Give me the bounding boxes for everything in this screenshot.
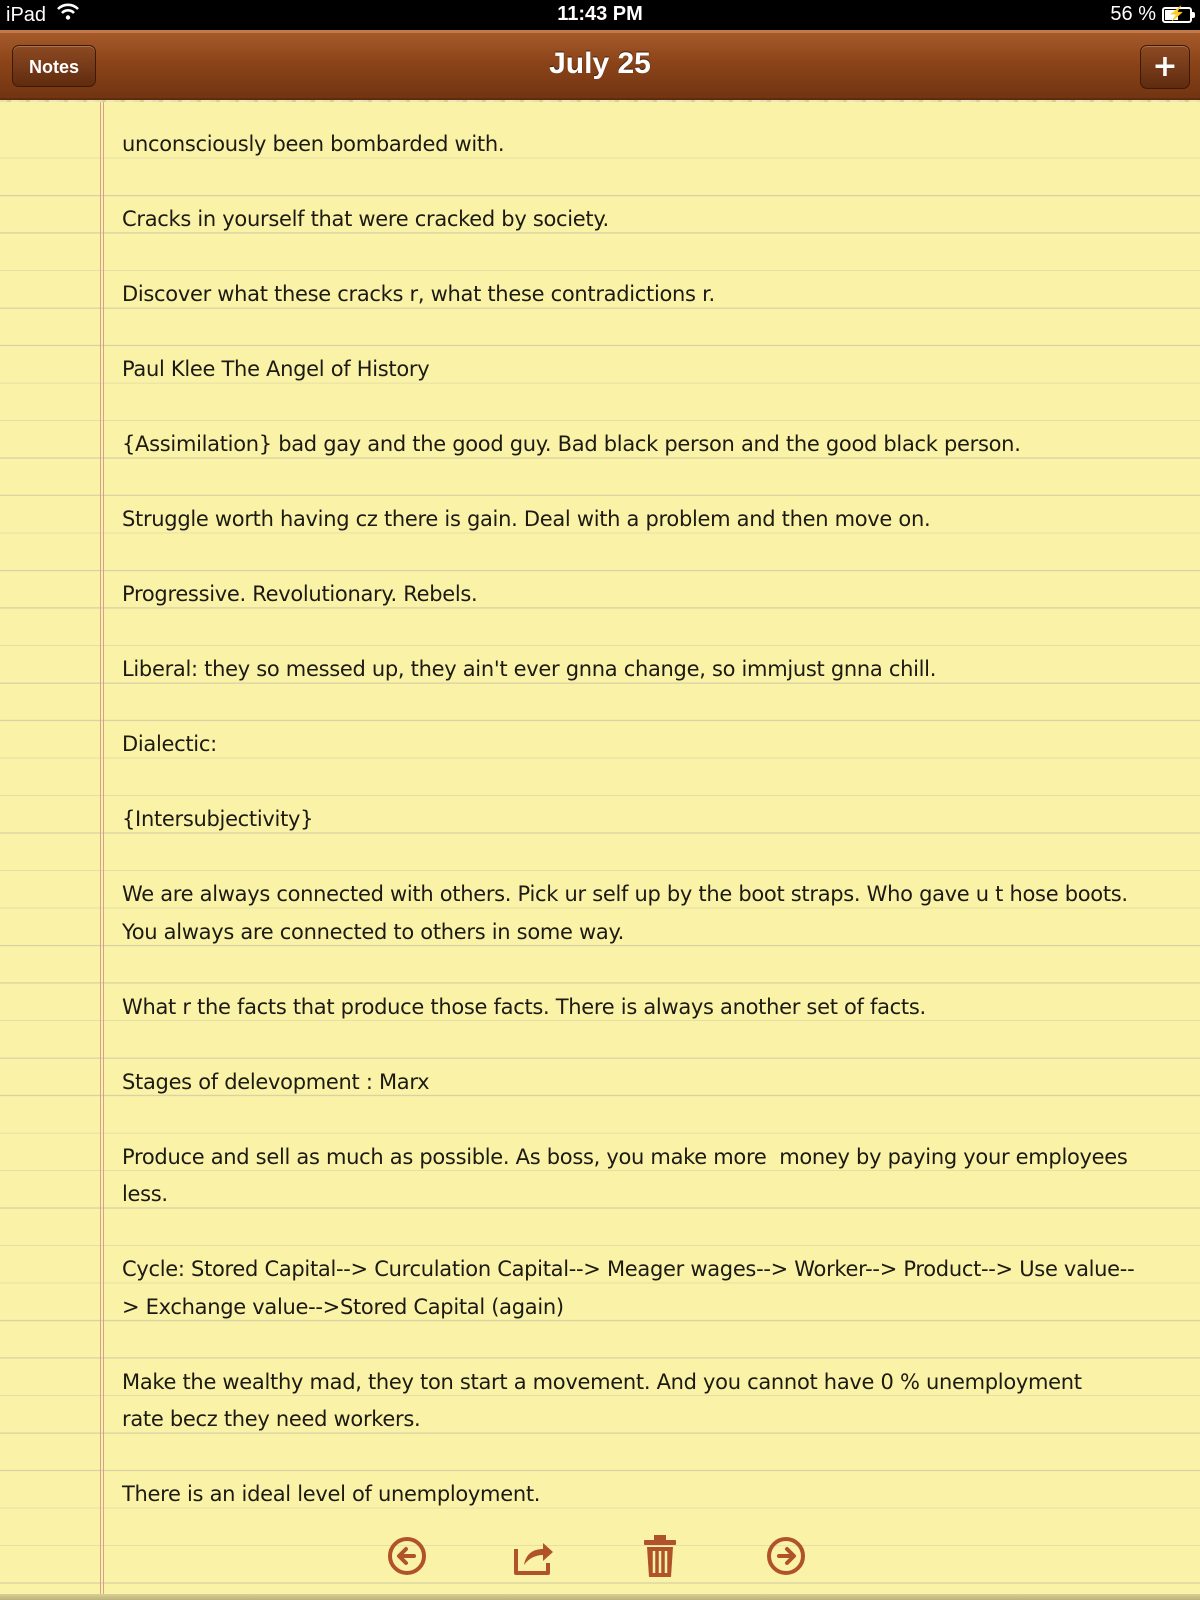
navigation-bar [0,30,1200,102]
note-body-text[interactable] [122,126,1194,1514]
note-date-title: July 25 [549,47,651,80]
blank-line [122,1439,1194,1477]
note-line: Cycle: Stored Capital--> Curculation Capital--> Meager wages--> Worker--> Product--> Use value-- [122,1257,1135,1281]
note-line: Liberal: they so messed up, they ain't ever gnna change, so immjust gnna chill. [122,657,937,681]
blank-line [122,1101,1194,1139]
note-line: Make the wealthy mad, they ton start a movement. And you cannot have 0 % unemployment [122,1369,1082,1394]
blank-line [122,539,1194,577]
note-line: unconsciously been bombarded with. [122,132,505,156]
blank-line [122,464,1194,502]
next-note-button[interactable] [763,1533,809,1579]
charging-bolt-icon: ⚡ [1168,4,1186,21]
share-button[interactable] [510,1533,556,1579]
note-line: less. [122,1182,168,1206]
status-right [1110,3,1192,26]
blank-line [122,614,1194,652]
blank-line [122,1026,1194,1064]
note-line: Produce and sell as much as possible. As boss, you make more money by paying your employees [122,1144,1128,1169]
blank-line [122,839,1194,877]
note-line: Paul Klee The Angel of History [122,357,430,381]
add-note-button[interactable] [1140,45,1190,89]
blank-line [122,239,1194,277]
blank-line [122,389,1194,427]
paper-bottom-edge [0,1594,1200,1600]
previous-note-icon [384,1564,430,1583]
note-line: Stages of delevopment : Marx [122,1069,430,1094]
blank-line [122,1326,1194,1364]
delete-note-button[interactable] [637,1533,683,1579]
blank-line [122,1214,1194,1252]
status-time: 11:43 PM [557,3,643,25]
note-line: rate becz they need workers. [122,1407,421,1431]
share-icon [510,1564,556,1583]
note-line: Discover what these cracks r, what these contradictions r. [122,282,715,306]
battery-percent: 56 % [1110,3,1156,25]
next-note-icon [763,1564,809,1583]
blank-line [122,314,1194,352]
note-line: What r the facts that produce those facts. There is always another set of facts. [122,994,926,1019]
margin-line [100,102,104,1600]
trash-icon [637,1564,683,1583]
blank-line [122,951,1194,989]
note-line: Cracks in yourself that were cracked by society. [122,207,609,231]
notes-list-button[interactable]: Notes [12,45,96,87]
bottom-toolbar [0,1525,1200,1585]
note-line: Progressive. Revolutionary. Rebels. [122,582,478,606]
note-line: Dialectic: [122,732,217,756]
note-line: {Intersubjectivity} [122,807,314,831]
blank-line [122,164,1194,202]
device-label: iPad [6,3,47,26]
note-line: We are always connected with others. Pick ur self up by the boot straps. Who gave u t hose boots. [122,882,1128,906]
note-line: {Assimilation} bad gay and the good guy. Bad black person and the good black person. [122,432,1021,456]
status-bar [0,0,1200,30]
note-paper[interactable] [0,102,1200,1600]
note-line: Struggle worth having cz there is gain. Deal with a problem and then move on. [122,507,931,531]
note-line: There is an ideal level of unemployment. [122,1482,541,1506]
note-line: > Exchange value-->Stored Capital (again) [122,1294,564,1319]
note-line: You always are connected to others in some way. [122,919,624,944]
previous-note-button[interactable] [384,1533,430,1579]
blank-line [122,689,1194,727]
battery-icon [1162,4,1192,23]
plus-icon: + [1152,49,1178,84]
blank-line [122,764,1194,802]
